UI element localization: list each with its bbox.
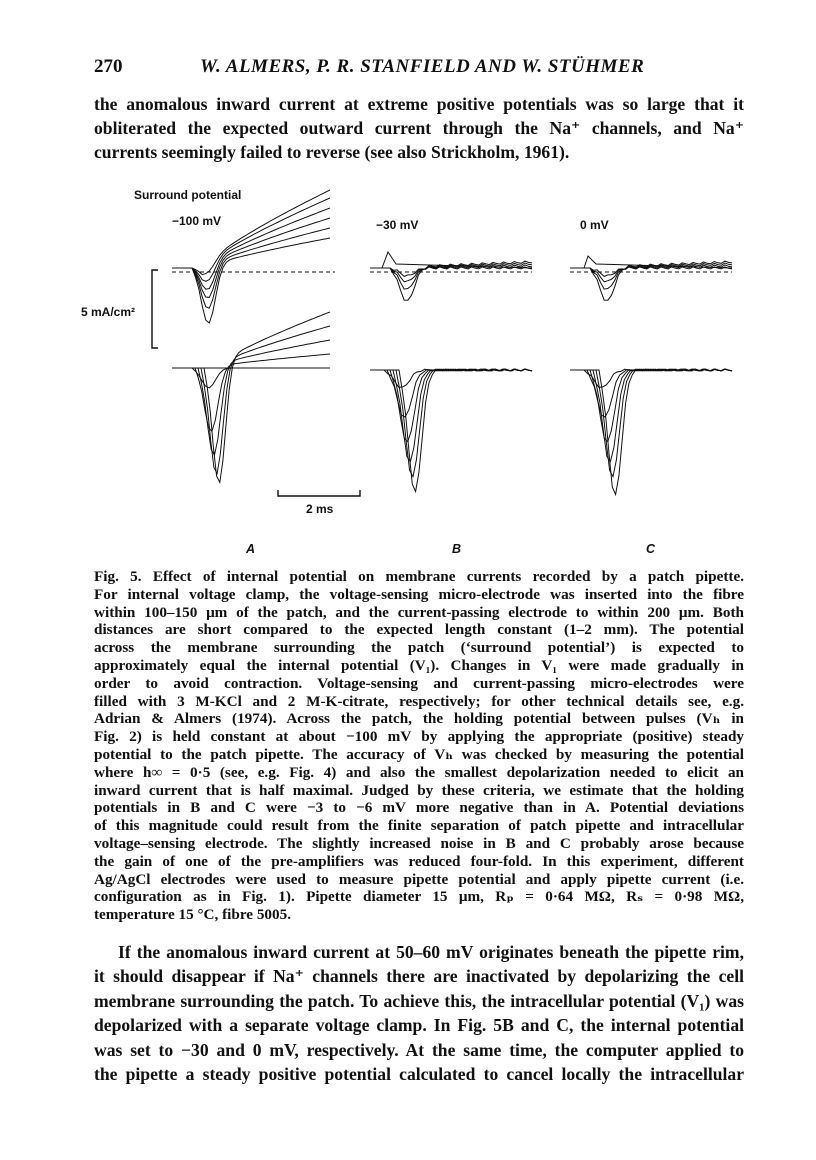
text-line: membrane surrounding the patch. To achieve this, the intracellular potential (V₁) was bbox=[94, 990, 744, 1011]
caption-line: configuration as in Fig. 1). Pipette diameter 15 μm, Rₚ = 0·64 MΩ, Rₛ = 0·98 MΩ, bbox=[94, 888, 744, 906]
running-head-authors: W. ALMERS, P. R. STANFIELD AND W. STÜHMER bbox=[200, 56, 645, 77]
body-paragraph bbox=[94, 940, 744, 1086]
potential-label-A: −100 mV bbox=[172, 214, 222, 228]
current-scale-bar bbox=[152, 270, 158, 348]
caption-line: Adrian & Almers (1974). Across the patch, the holding potential between pulses (Vₕ in bbox=[94, 710, 744, 728]
trace-A-bottom bbox=[172, 354, 330, 431]
potential-label-C: 0 mV bbox=[580, 218, 609, 232]
text-line: the anomalous inward current at extreme positive potentials was so large that it bbox=[94, 94, 744, 114]
time-scale-bar bbox=[278, 490, 360, 496]
trace-A-top bbox=[172, 218, 330, 297]
panel-label-A: A bbox=[246, 542, 256, 556]
caption-line: Fig. 2) is held constant at about −100 mV by applying the appropriate (positive) steady bbox=[94, 728, 744, 746]
intro-paragraph bbox=[94, 92, 744, 164]
text-line: depolarized with a separate voltage clamp. In Fig. 5B and C, the internal potential bbox=[94, 1015, 744, 1036]
trace-A-top bbox=[172, 198, 330, 281]
text-line: was set to −30 and 0 mV, respectively. At the same time, the computer applied to bbox=[94, 1039, 744, 1060]
caption-line: inward current that is half maximal. Judged by these criteria, we estimate that the holding bbox=[94, 781, 744, 799]
caption-line: For internal voltage clamp, the voltage-sensing micro-electrode was inserted into the fibre bbox=[94, 585, 744, 603]
figure-caption bbox=[94, 568, 744, 924]
trace-B-bottom bbox=[370, 369, 532, 462]
caption-line: approximately equal the internal potential (V₁). Changes in V₁ were made gradually in bbox=[94, 656, 744, 674]
surround-potential-label: Surround potential bbox=[134, 188, 242, 202]
caption-line: within 100–150 μm of the patch, and the current-passing electrode to within 200 μm. Both bbox=[94, 603, 744, 621]
caption-line: potential to the patch pipette. The accuracy of Vₕ was checked by measuring the potential bbox=[94, 745, 744, 763]
trace-B-top bbox=[370, 252, 532, 268]
panel-label-C: C bbox=[646, 542, 656, 556]
trace-A-bottom bbox=[172, 312, 330, 482]
caption-line: where h∞ = 0·5 (see, e.g. Fig. 4) and also the smallest depolarization needed to elicit an bbox=[94, 763, 744, 781]
potential-label-B: −30 mV bbox=[376, 218, 419, 232]
trace-A-top bbox=[172, 190, 330, 275]
figure-traces bbox=[80, 178, 760, 563]
caption-line: Fig. 5. Effect of internal potential on membrane currents recorded by a patch pipette. bbox=[94, 568, 744, 585]
text-line: it should disappear if Na⁺ channels there are inactivated by depolarizing the cell bbox=[94, 966, 744, 987]
trace-A-top bbox=[172, 238, 330, 323]
panel-label-B: B bbox=[452, 542, 462, 556]
page-header bbox=[94, 56, 744, 84]
caption-line: the gain of one of the pre-amplifiers was reduced four-fold. In this experiment, different bbox=[94, 852, 744, 870]
trace-C-bottom bbox=[570, 369, 732, 462]
text-line: obliterated the expected outward current through the Na⁺ channels, and Na⁺ bbox=[94, 118, 744, 138]
caption-line: order to avoid contraction. Voltage-sensing and current-passing micro-electrodes were bbox=[94, 674, 744, 692]
figure-5 bbox=[80, 178, 760, 563]
current-traces bbox=[172, 190, 732, 495]
caption-line: voltage–sensing electrode. The slightly increased noise in B and C probably arose because bbox=[94, 834, 744, 852]
text-line: If the anomalous inward current at 50–60 mV originates beneath the pipette rim, bbox=[118, 942, 744, 962]
caption-line: filled with 3 M-KCl and 2 M-K-citrate, respectively; for other technical details see, e.g. bbox=[94, 692, 744, 710]
caption-line: of this magnitude could result from the finite separation of patch pipette and intracellular bbox=[94, 817, 744, 835]
caption-line: potentials in B and C were −3 to −6 mV more negative than in A. Potential deviations bbox=[94, 799, 744, 817]
text-line: the pipette a steady positive potential calculated to cancel locally the intracellular bbox=[94, 1064, 744, 1085]
time-scale-label: 2 ms bbox=[306, 502, 334, 516]
caption-line: Ag/AgCl electrodes were used to measure pipette potential and apply pipette current (i.e. bbox=[94, 870, 744, 888]
trace-A-bottom bbox=[172, 340, 330, 455]
caption-line: temperature 15 °C, fibre 5005. bbox=[94, 906, 291, 924]
caption-line: across the membrane surrounding the patch (‘surround potential’) is expected to bbox=[94, 639, 744, 657]
current-scale-label: 5 mA/cm² bbox=[81, 305, 136, 319]
caption-line: distances are short compared to the expected length constant (1–2 mm). The potential bbox=[94, 621, 744, 639]
page-number: 270 bbox=[94, 56, 123, 77]
trace-A-bottom bbox=[172, 326, 330, 474]
text-line: currents seemingly failed to reverse (see also Strickholm, 1961). bbox=[94, 142, 570, 162]
